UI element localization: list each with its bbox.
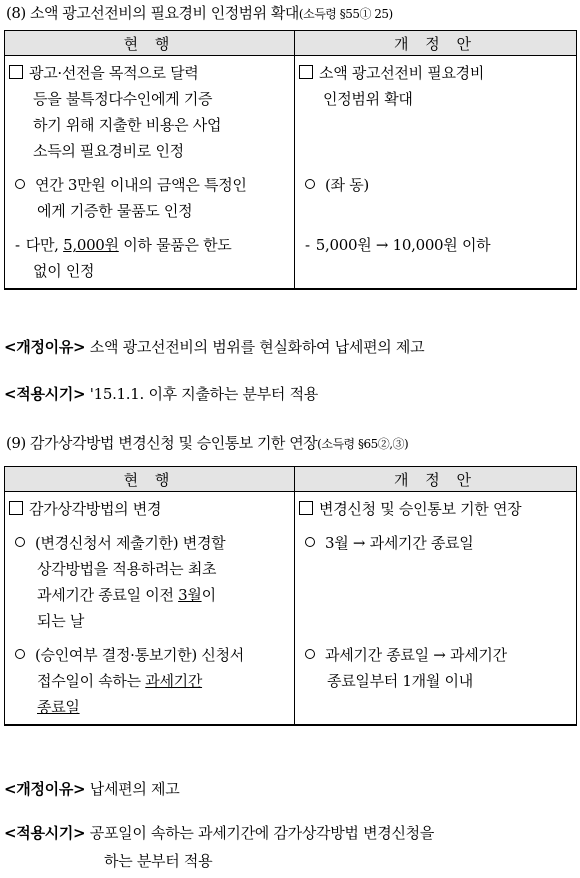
dash-bullet: - [305, 236, 310, 254]
current-sub2: - 다만, 5,000원 이하 물품은 한도 없이 인정 [5, 226, 295, 289]
circle-bullet-icon [305, 649, 315, 659]
section8-title: (8) 소액 광고선전비의 필요경비 인정범위 확대(소득령 §55① 25) [6, 4, 393, 22]
section9-table [4, 466, 577, 726]
square-bullet-icon [9, 501, 23, 515]
square-bullet-icon [299, 501, 313, 515]
revised-main: 변경신청 및 승인통보 기한 연장 [295, 492, 577, 525]
dash-bullet: - [15, 236, 20, 254]
current-sub1: (변경신청서 제출기한) 변경할 상각방법을 적용하려는 최초 과세기간 종료일 이전 3월이 되는 날 [5, 524, 295, 636]
revised-sub2: 과세기간 종료일 → 과세기간 종료일부터 1개월 이내 [295, 636, 577, 725]
section8-apply: <적용시기> '15.1.1. 이후 지출하는 분부터 적용 [4, 385, 318, 403]
section8-table [4, 30, 577, 290]
header-current: 현 행 [5, 31, 295, 56]
header-current: 현 행 [5, 467, 295, 492]
current-sub2: (승인여부 결정·통보기한) 신청서 접수일이 속하는 과세기간 종료일 [5, 636, 295, 725]
section9-apply: <적용시기> 공포일이 속하는 과세기간에 감가상각방법 변경신청을 [4, 824, 435, 842]
square-bullet-icon [9, 65, 23, 79]
revised-sub1: (좌 동) [295, 166, 577, 226]
current-main: 광고·선전을 목적으로 달력 등을 불특정다수인에게 기증 하기 위해 지출한 비용은 사업 소득의 필요경비로 인정 [5, 56, 295, 167]
section9-apply-line2: 하는 분부터 적용 [104, 852, 213, 870]
current-sub1: 연간 3만원 이내의 금액은 특정인 에게 기증한 물품도 인정 [5, 166, 295, 226]
revised-sub2: - 5,000원 → 10,000원 이하 [295, 226, 577, 289]
header-revised: 개 정 안 [295, 467, 577, 492]
circle-bullet-icon [15, 537, 25, 547]
section9-reason: <개정이유> 납세편의 제고 [4, 780, 180, 798]
header-revised: 개 정 안 [295, 31, 577, 56]
circle-bullet-icon [15, 649, 25, 659]
square-bullet-icon [299, 65, 313, 79]
section8-reason: <개정이유> 소액 광고선전비의 범위를 현실화하여 납세편의 제고 [4, 338, 425, 356]
revised-main: 소액 광고선전비 필요경비 인정범위 확대 [295, 56, 577, 167]
current-main: 감가상각방법의 변경 [5, 492, 295, 525]
circle-bullet-icon [305, 537, 315, 547]
section9-title: (9) 감가상각방법 변경신청 및 승인통보 기한 연장(소득령 §65②,③) [6, 434, 409, 452]
revised-sub1: 3월 → 과세기간 종료일 [295, 524, 577, 636]
circle-bullet-icon [15, 179, 25, 189]
circle-bullet-icon [305, 179, 315, 189]
